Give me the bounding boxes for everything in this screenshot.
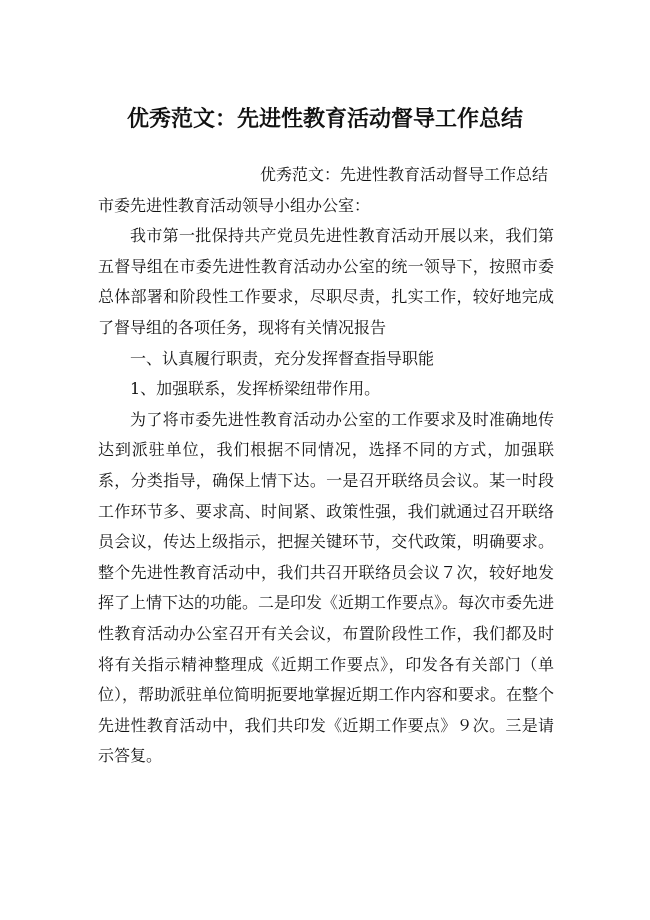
paragraph-contact: 为了将市委先进性教育活动办公室的工作要求及时准确地传达到派驻单位，我们根据不同情况，选择不同的方式，加强联系，分类指导，确保上情下达。一是召开联络员会议。某一时段工作环节多、要求高、时间紧、政策性强，我们就通过召开联络员会议，传达上级指示，把握关键环节，交代政策，明确要求。整个先进性教育活动中，我们共召开联络员会议７次，较好地发挥了上情下达的功能。二是印发《近期工作要点》。每次市委先进性教育活动办公室召开有关会议，布置阶段性工作，我们都及时将有关指示精神整理成《近期工作要点》，印发各有关部门（单位），帮助派驻单位简明扼要地掌握近期工作内容和要求。在整个先进性教育活动中，我们共印发《近期工作要点》９次。三是请示答复。	[98, 409, 555, 766]
document-subtitle: 优秀范文：先进性教育活动督导工作总结	[259, 165, 548, 184]
paragraph-intro: 我市第一批保持共产党员先进性教育活动开展以来，我们第五督导组在市委先进性教育活动办公室的统一领导下，按照市委总体部署和阶段性工作要求，尽职尽责，扎实工作，较好地完成了督导组的各项任务，现将有关情况报告	[98, 226, 554, 337]
addressee-line: 市委先进性教育活动领导小组办公室：	[98, 195, 371, 215]
document-title: 优秀范文：先进性教育活动督导工作总结	[126, 107, 523, 132]
section-heading-1: 一、认真履行职责，充分发挥督查指导职能	[130, 348, 435, 368]
subsection-heading-1: 1、加强联系，发挥桥梁纽带作用。	[130, 379, 381, 399]
document-body	[98, 160, 554, 772]
